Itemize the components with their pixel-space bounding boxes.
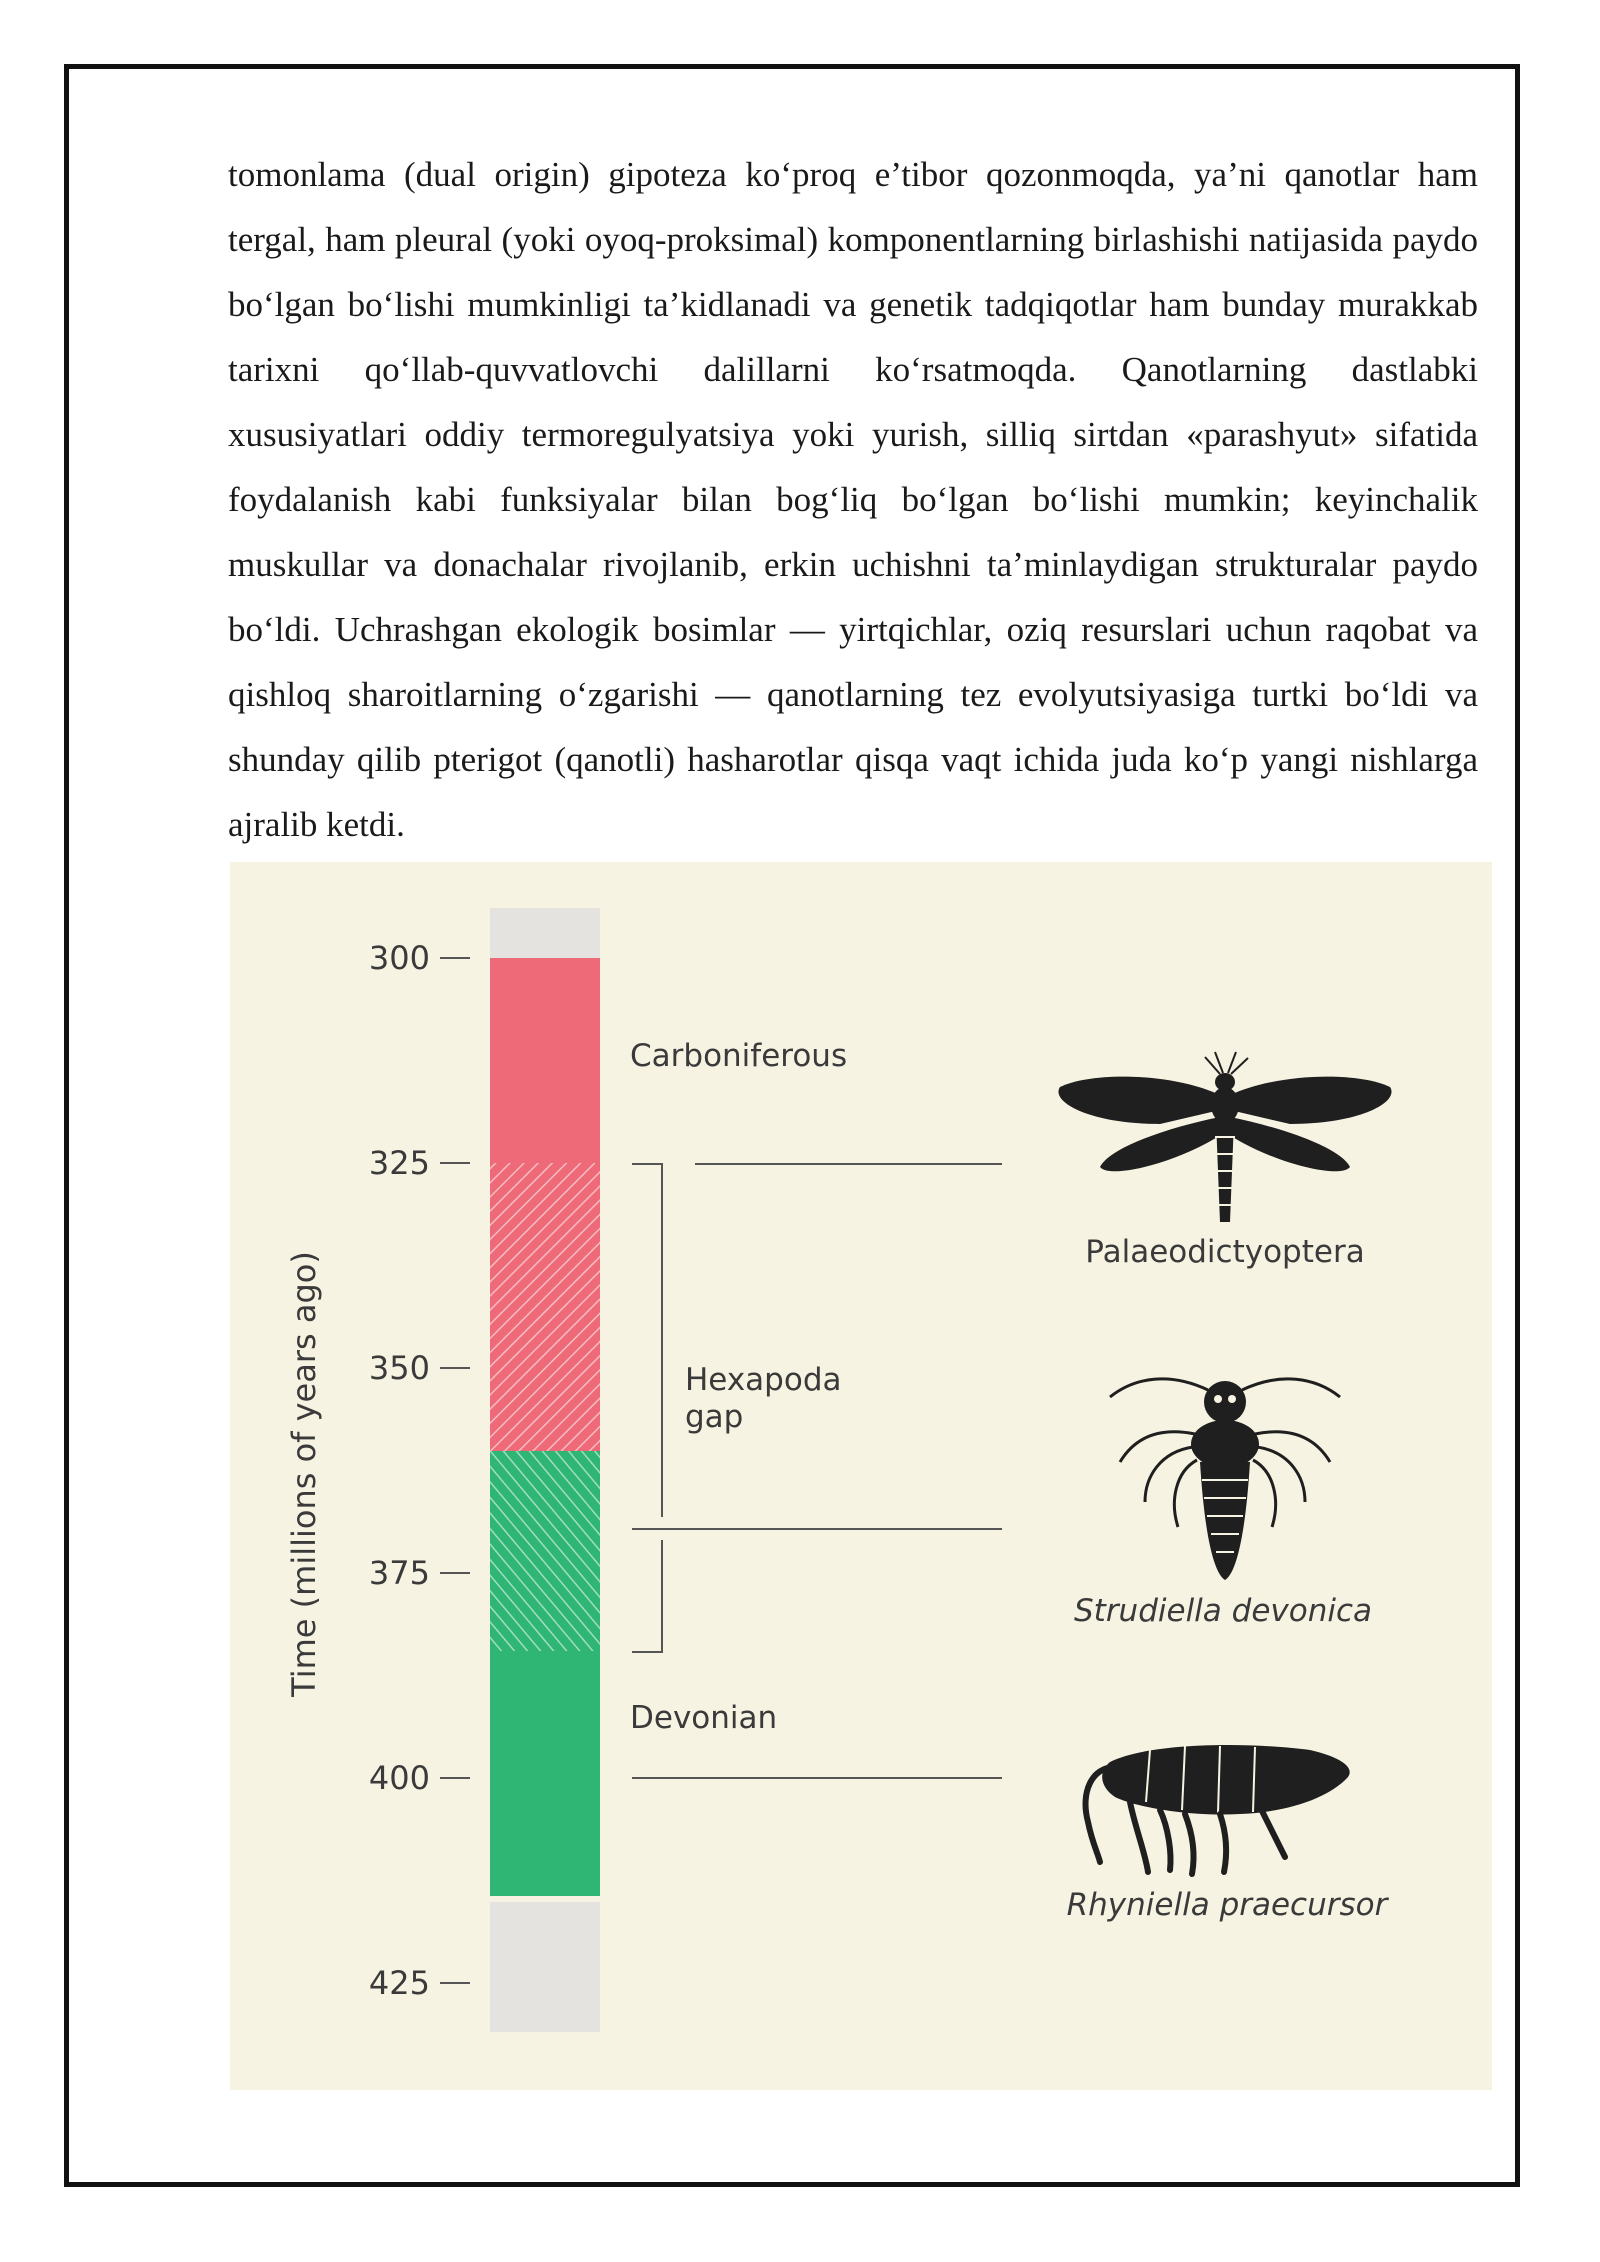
bar-carboniferous bbox=[490, 958, 600, 1163]
gap-bracket bbox=[632, 1164, 662, 1652]
body-paragraph: tomonlama (dual origin) gipoteza ko‘proq e’tibor qozonmoqda, ya’ni qanotlar ham tergal, ham pleural (yoki oyoq-proksimal) komponentlarning birlashishi natijasida paydo bo‘lgan bo‘lishi mumkinligi ta’kidlanadi va genetik tadqiqotlar ham bunday murakkab tarixni qo‘llab-quvvatlovchi dalillarni ko‘rsatmoqda. Qanotlarning dastlabki xususiyatlari oddiy termoregulyatsiya yoki yurish, silliq sirtdan «parashyut» sifatida foydalanish kabi funksiyalar bilan bog‘liq bo‘lgan bo‘lishi mumkin; keyinchalik muskullar va donachalar rivojlanib, erkin uchishni ta’minlaydigan strukturalar paydo bo‘ldi. Uchrashgan ekologik bosimlar — yirtqichlar, oziq resurslari uchun raqobat va qishloq sharoitlarning o‘zgarishi — qanotlarning tez evolyutsiyasiga turtki bo‘ldi va shunday qilib pterigot (qanotli) hasharotlar qisqa vaqt ichida juda ko‘p yangi nishlarga ajralib ketdi. bbox=[228, 155, 1478, 844]
tick-marks bbox=[440, 958, 470, 1983]
gap-label-line1: Hexapoda bbox=[685, 1362, 842, 1398]
bar-cap-top bbox=[490, 908, 600, 958]
bar-gap-carboniferous bbox=[490, 1163, 600, 1451]
bar-cap-bottom bbox=[490, 1902, 600, 2032]
tick-label-400: 400 bbox=[368, 1759, 430, 1797]
tick-label-325: 325 bbox=[368, 1144, 430, 1182]
bar-gap-devonian bbox=[490, 1451, 600, 1651]
timeline-figure bbox=[230, 862, 1492, 2090]
connector-lines bbox=[632, 1164, 1002, 1778]
period-label-devonian: Devonian bbox=[630, 1700, 778, 1736]
bar-devonian bbox=[490, 1651, 600, 1896]
tick-label-350: 350 bbox=[368, 1349, 430, 1387]
tick-label-425: 425 bbox=[368, 1964, 430, 2002]
taxon-label-strudiella: Strudiella devonica bbox=[1073, 1593, 1373, 1629]
strudiella-silhouette-icon bbox=[1110, 1379, 1340, 1580]
taxon-label-rhyniella: Rhyniella praecursor bbox=[1066, 1887, 1388, 1923]
gap-label-line2: gap bbox=[685, 1399, 744, 1435]
axis-title: Time (millions of years ago) bbox=[285, 1251, 323, 1697]
timeline-svg bbox=[230, 862, 1492, 2090]
taxon-label-palaeodictyoptera: Palaeodictyoptera bbox=[1085, 1234, 1365, 1270]
palaeodictyoptera-silhouette-icon bbox=[1058, 1052, 1391, 1222]
period-label-carboniferous: Carboniferous bbox=[630, 1038, 848, 1074]
rhyniella-silhouette-icon bbox=[1086, 1745, 1350, 1874]
tick-label-300: 300 bbox=[368, 939, 430, 977]
tick-label-375: 375 bbox=[368, 1554, 430, 1592]
